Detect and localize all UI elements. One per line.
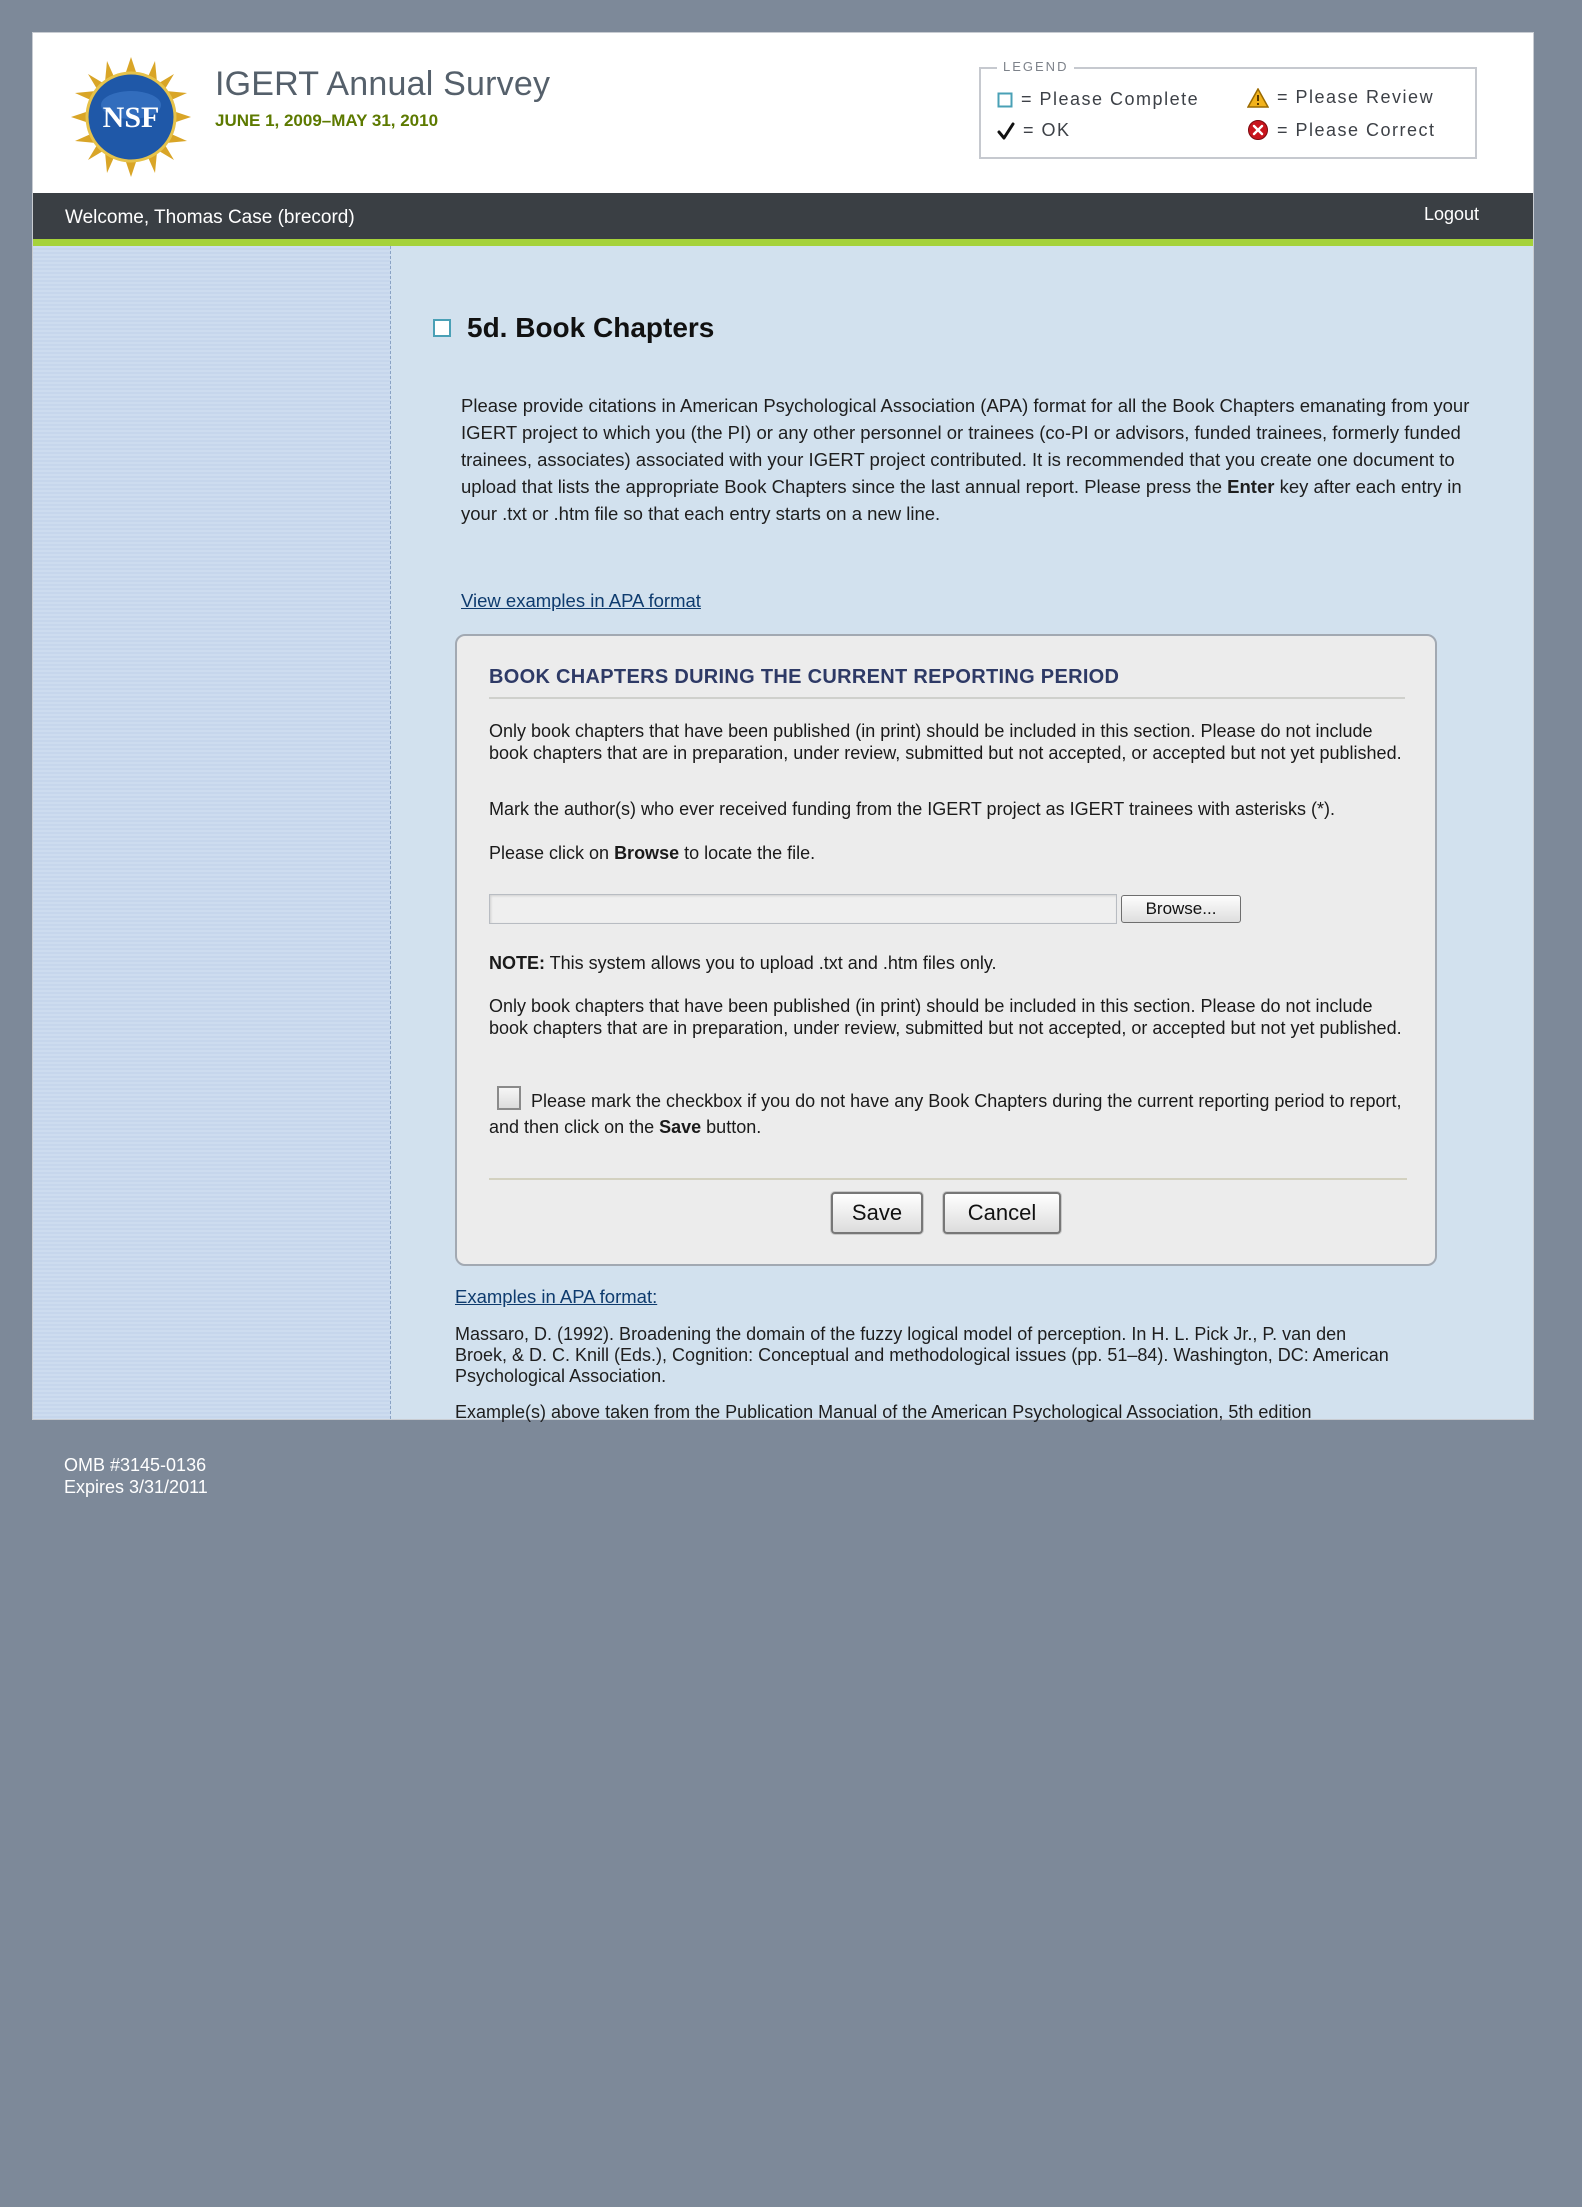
file-upload-row [489,894,1241,924]
nsf-seal-icon [69,55,193,179]
header [33,33,1533,193]
legend-item-review [1247,87,1434,108]
reporting-period: JUNE 1, 2009–MAY 31, 2010 [215,111,439,130]
nsf-logo [69,55,193,179]
main-content [391,246,1533,1422]
legend-label-correct: = Please Correct [1277,119,1436,140]
sidebar [33,246,391,1419]
intro-text-bold: Enter [1227,476,1275,497]
empty-square-icon [997,92,1013,108]
legend-item-correct [1247,119,1436,141]
legend-item-ok [997,120,1071,141]
asterisk-instruction: Mark the author(s) who ever received funding from the IGERT project as IGERT trainees with asterisks (*). [489,799,1336,819]
file-type-note [489,952,1409,974]
page-title: 5d. Book Chapters [467,312,715,343]
published-only-note-2: Only book chapters that have been published (in print) should be included in this section. Please do not include book chapters that are in preparation, under review, submitted but not accepted, or accepted but not yet published. [489,996,1402,1038]
intro-paragraph [461,392,1491,527]
panel-heading: BOOK CHAPTERS DURING THE CURRENT REPORTING PERIOD [489,666,1405,699]
intro-text-2: key after each entry in your .txt or .htm file so that each entry starts on a new line. [461,476,1462,524]
checkbox-label-post: button. [701,1117,762,1137]
checkbox-label-bold: Save [659,1117,702,1137]
svg-text:NSF: NSF [102,101,160,134]
example-citation: Massaro, D. (1992). Broadening the domain of the fuzzy logical model of perception. In H. L. Pick Jr., P. van den Broek, & D. C. Knill (Eds.), Cognition: Conceptual and methodological issues (pp. 51–84). Washington, DC: American Psychological Association. [455,1324,1389,1386]
legend-box [979,59,1477,159]
app-title: IGERT Annual Survey [215,65,551,103]
legend-label-ok: = OK [1023,120,1071,140]
browse-instruction-pre: Please click on [489,843,615,863]
checkbox-label-pre: Please mark the checkbox if you do not have any Book Chapters during the current reporting period to report, and then click on the [489,1091,1402,1137]
please-complete-status-icon [433,319,451,337]
legend-label-complete: = Please Complete [1021,89,1200,109]
legend-label-review: = Please Review [1277,87,1435,107]
logout-link[interactable]: Logout [1423,204,1479,224]
browse-instruction-bold: Browse [614,843,680,863]
file-path-input[interactable] [489,894,1117,924]
browse-instruction-post: to locate the file. [679,843,816,863]
omb-expiration: Expires 3/31/2011 [64,1477,208,1497]
browse-instruction [489,842,1409,864]
example-source-note: Example(s) above taken from the Publication Manual of the American Psychological Association, 5th edition [455,1402,1312,1422]
legend-item-complete [997,89,1199,110]
top-nav-bar [33,193,1533,246]
welcome-text: Welcome, Thomas Case (brecord) [65,207,355,228]
browse-button[interactable]: Browse... [1121,895,1241,923]
legend-title: LEGEND [997,59,1074,74]
examples-apa-link[interactable]: Examples in APA format: [455,1286,658,1307]
no-chapters-checkbox[interactable] [497,1086,521,1110]
form-actions [457,1192,1435,1234]
cancel-button[interactable]: Cancel [943,1192,1061,1234]
error-circle-icon [1247,119,1269,141]
no-chapters-checkbox-row [489,1086,1409,1140]
panel-divider [489,1178,1407,1180]
checkmark-icon [997,122,1015,140]
footer [64,1454,208,1498]
note-text: This system allows you to upload .txt and .htm files only. [545,953,997,973]
omb-number: OMB #3145-0136 [64,1455,207,1475]
warning-triangle-icon [1247,88,1269,108]
book-chapters-panel [455,634,1437,1266]
page-frame [32,32,1534,1420]
note-label: NOTE: [489,953,545,973]
intro-text-1: Please provide citations in American Psychological Association (APA) format for all the Book Chapters emanating from your IGERT project to which you (the PI) or any other personnel or trainees (co-PI or advisors, funded trainees, formerly funded trainees, associates) associated with your IGERT project contributed. It is recommended that you create one document to upload that lists the appropriate Book Chapters since the last annual report. Please press the [461,395,1470,497]
view-apa-examples-link[interactable]: View examples in APA format [461,590,701,611]
save-button[interactable]: Save [831,1192,923,1234]
section-header [433,312,714,344]
published-only-note: Only book chapters that have been published (in print) should be included in this section. Please do not include book chapters that are in preparation, under review, submitted but not accepted, or accepted but not yet published. [489,721,1402,763]
